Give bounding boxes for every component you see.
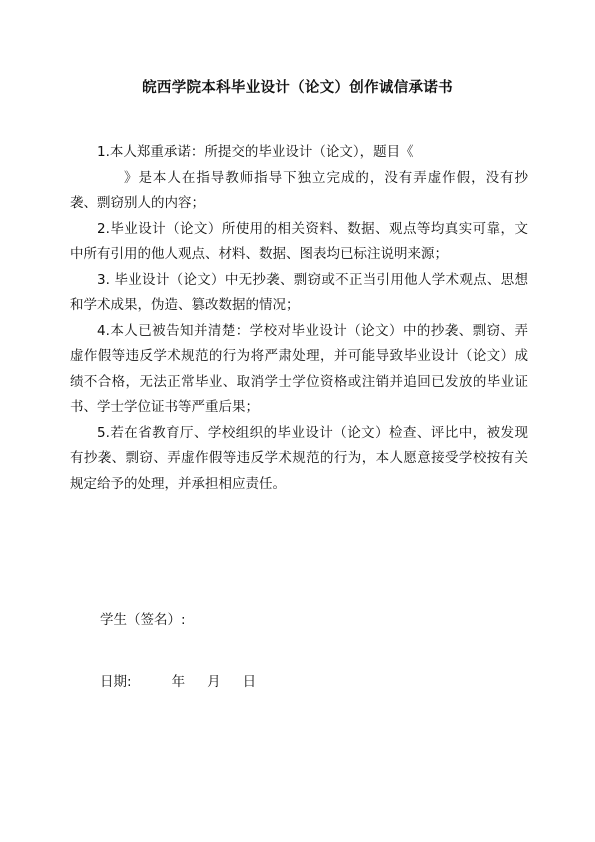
signature-label: 学生（签名）: (100, 612, 186, 628)
date-label: 日期: (100, 674, 132, 690)
date-month: 月 (207, 674, 221, 690)
document-title: 皖西学院本科毕业设计（论文）创作诚信承诺书 (142, 80, 453, 96)
pledge-body (70, 140, 528, 497)
pledge-item-3: 3. 毕业设计（论文）中无抄袭、剽窃或不正当引用他人学术观点、思想和学术成果，伪造、篡改数据的情况； (70, 271, 528, 313)
pledge-item-1-line-1: 1.本人郑重承诺：所提交的毕业设计（论文），题目《 (97, 144, 414, 160)
pledge-item-5: 5.若在省教育厅、学校组织的毕业设计（论文）检查、评比中，被发现有抄袭、剽窃、弄虚作假等违反学术规范的行为，本人愿意接受学校按有关规定给予的处理，并承担相应责任。 (70, 424, 528, 492)
pledge-item-1-line-2: 》是本人在指导教师指导下独立完成的，没有弄虚作假，没有抄袭、剽窃别人的内容； (70, 169, 528, 211)
pledge-item-2: 2.毕业设计（论文）所使用的相关资料、数据、观点等均真实可靠，文中所有引用的他人观点、材料、数据、图表均已标注说明来源； (70, 220, 528, 262)
pledge-item-4: 4.本人已被告知并清楚：学校对毕业设计（论文）中的抄袭、剽窃、弄虚作假等违反学术规范的行为将严肃处理，并可能导致毕业设计（论文）成绩不合格，无法正常毕业、取消学士学位资格或注销并追回已发放的毕业证书、学士学位证书等严重后果； (70, 322, 528, 415)
date-year: 年 (171, 674, 186, 690)
date-line (100, 672, 256, 692)
date-day: 日 (242, 674, 257, 690)
